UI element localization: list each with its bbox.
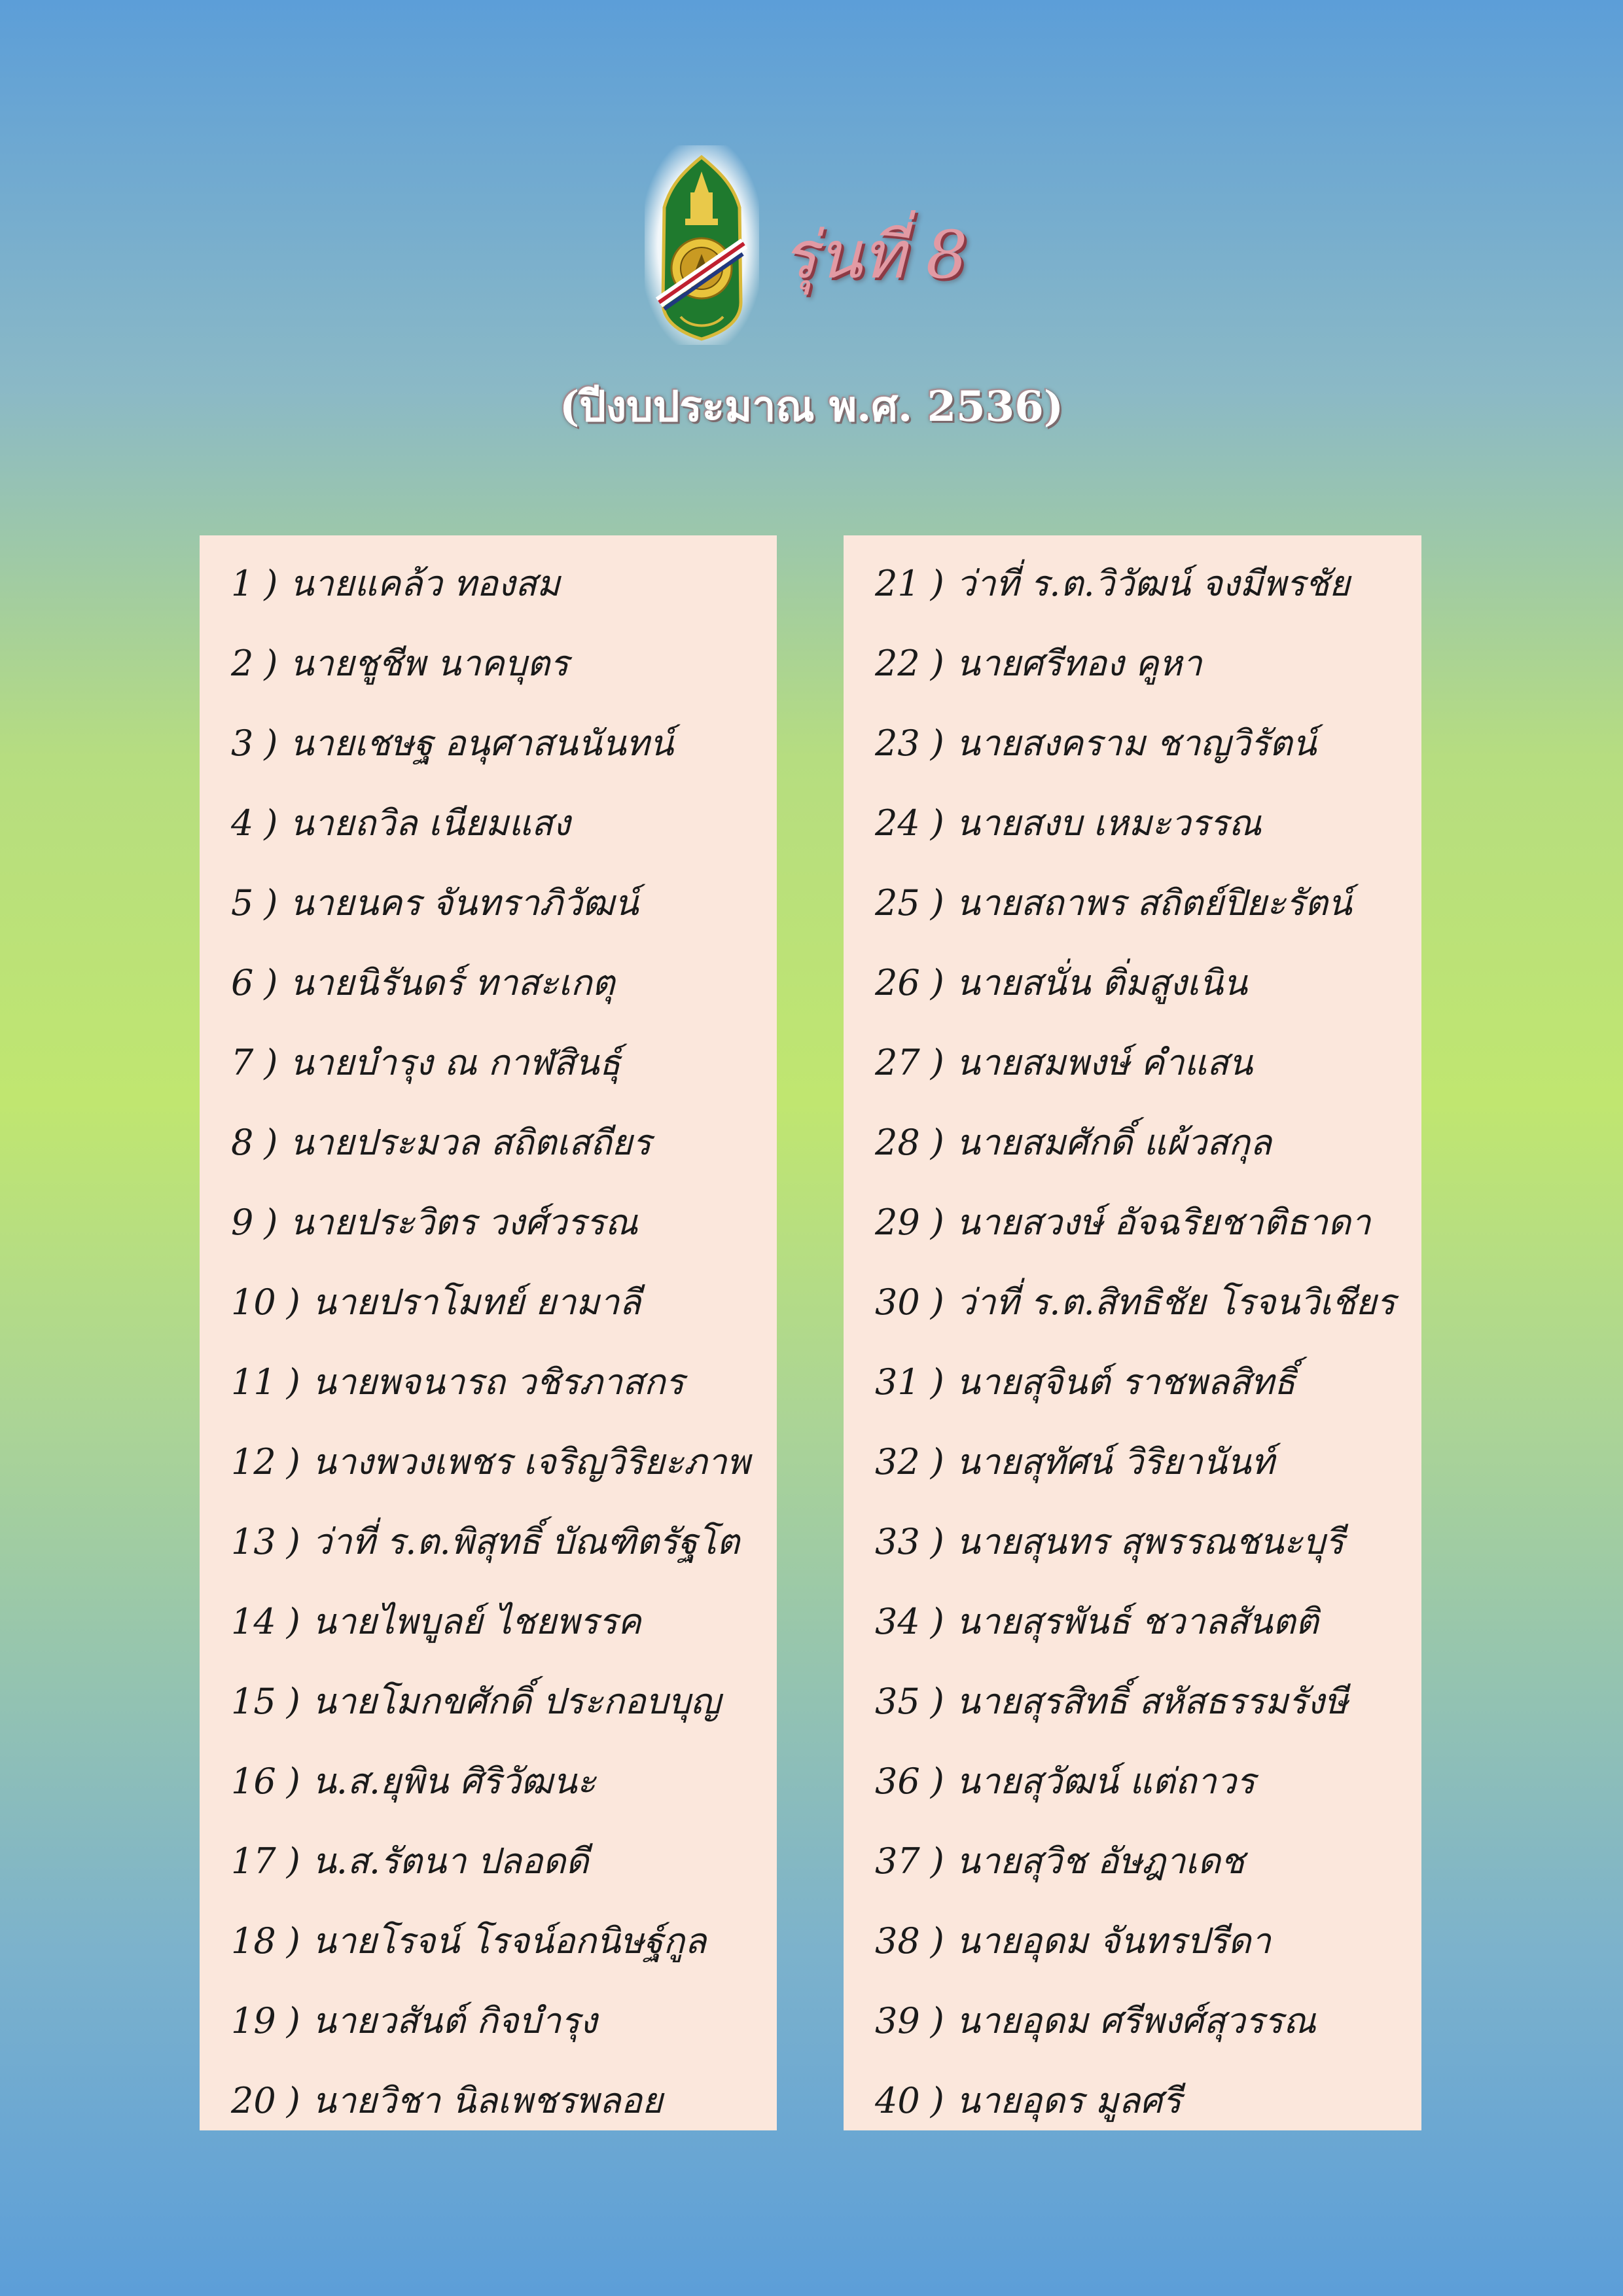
list-item: 6 ) นายนิรันดร์ ทาสะเกตุ — [231, 962, 615, 1003]
list-item: 34 ) นายสุรพันธ์ ชวาลสันตติ — [875, 1601, 1319, 1642]
list-item: 31 ) นายสุจินต์ ราชพลสิทธิ์ — [875, 1361, 1296, 1403]
list-item: 4 ) นายถวิล เนียมแสง — [231, 802, 571, 844]
list-item: 28 ) นายสมศักดิ์ แผ้วสกุล — [875, 1122, 1272, 1163]
list-item: 20 ) นายวิชา นิลเพชรพลอย — [231, 2080, 663, 2121]
list-item: 11 ) นายพจนารถ วชิรภาสกร — [231, 1361, 685, 1403]
list-item: 25 ) นายสถาพร สถิตย์ปิยะรัตน์ — [875, 882, 1352, 924]
list-item: 24 ) นายสงบ เหมะวรรณ — [875, 802, 1262, 844]
list-item: 22 ) นายศรีทอง คูหา — [875, 643, 1202, 684]
list-item: 18 ) นายโรจน์ โรจน์อกนิษฐ์กูล — [231, 1920, 707, 1962]
list-item: 9 ) นายประวิตร วงศ์วรรณ — [231, 1202, 638, 1243]
list-item: 10 ) นายปราโมทย์ ยามาลี — [231, 1282, 641, 1323]
list-item: 15 ) นายโมกขศักดิ์ ประกอบบุญ — [231, 1681, 721, 1722]
list-item: 37 ) นายสุวิช อัษฎาเดช — [875, 1840, 1245, 1882]
list-item: 21 ) ว่าที่ ร.ต.วิวัฒน์ จงมีพรชัย — [875, 563, 1350, 604]
list-item: 13 ) ว่าที่ ร.ต.พิสุทธิ์ บัณฑิตรัฐโต — [231, 1521, 740, 1562]
list-item: 7 ) นายบำรุง ณ กาฬสินธุ์ — [231, 1042, 621, 1083]
school-crest-icon — [645, 145, 759, 345]
list-item: 39 ) นายอุดม ศรีพงศ์สุวรรณ — [875, 2000, 1316, 2041]
list-item: 26 ) นายสนั่น ติ่มสูงเนิน — [875, 962, 1247, 1003]
list-item: 36 ) นายสุวัฒน์ แต่ถาวร — [875, 1761, 1256, 1802]
list-item: 40 ) นายอุดร มูลศรี — [875, 2080, 1182, 2121]
batch-title: รุ่นที่ 8 — [782, 217, 968, 293]
list-item: 8 ) นายประมวล สถิตเสถียร — [231, 1122, 652, 1163]
list-item: 29 ) นายสวงษ์ อัจฉริยชาติธาดา — [875, 1202, 1371, 1243]
list-item: 16 ) น.ส.ยุพิน ศิริวัฒนะ — [231, 1761, 596, 1802]
list-item: 17 ) น.ส.รัตนา ปลอดดี — [231, 1840, 589, 1882]
list-item: 19 ) นายวสันต์ กิจบำรุง — [231, 2000, 597, 2041]
list-item: 23 ) นายสงคราม ชาญวิรัตน์ — [875, 723, 1317, 764]
list-item: 33 ) นายสุนทร สุพรรณชนะบุรี — [875, 1521, 1344, 1562]
list-item: 30 ) ว่าที่ ร.ต.สิทธิชัย โรจนวิเชียร — [875, 1282, 1396, 1323]
list-item: 32 ) นายสุทัศน์ วิริยานันท์ — [875, 1441, 1275, 1482]
list-item: 12 ) นางพวงเพชร เจริญวิริยะภาพ — [231, 1441, 751, 1482]
list-item: 1 ) นายแคล้ว ทองสม — [231, 563, 560, 604]
list-item: 14 ) นายไพบูลย์ ไชยพรรค — [231, 1601, 641, 1642]
list-item: 3 ) นายเชษฐ อนุศาสนนันทน์ — [231, 723, 674, 764]
list-item: 2 ) นายชูชีพ นาคบุตร — [231, 643, 569, 684]
list-item: 27 ) นายสมพงษ์ คำแสน — [875, 1042, 1253, 1083]
list-item: 38 ) นายอุดม จันทรปรีดา — [875, 1920, 1271, 1962]
list-item: 35 ) นายสุรสิทธิ์ สหัสธรรมรังษี — [875, 1681, 1348, 1722]
roster-panel-left — [200, 535, 777, 2130]
fiscal-year-subtitle: (ปีงบประมาณ พ.ศ. 2536) — [560, 382, 1063, 431]
roster-panel-right — [844, 535, 1421, 2130]
list-item: 5 ) นายนคร จันทราภิวัฒน์ — [231, 882, 639, 924]
